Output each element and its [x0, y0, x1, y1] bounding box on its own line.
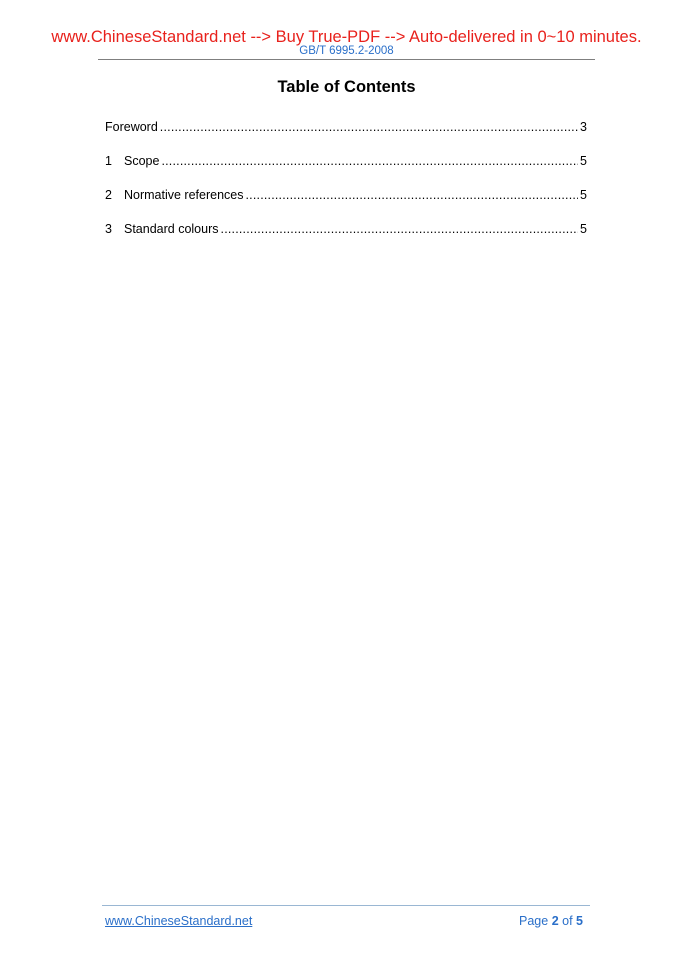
page-label: Page — [519, 914, 549, 928]
toc-entry-label: Foreword — [105, 120, 158, 134]
toc-page-number: 5 — [580, 188, 587, 202]
toc-dot-leader — [221, 220, 579, 238]
page-of-label: of — [562, 914, 573, 928]
page-title: Table of Contents — [277, 78, 416, 96]
toc-section-number: 3 — [105, 222, 112, 236]
toc-entry-scope[interactable] — [105, 152, 587, 186]
footer-divider — [102, 905, 590, 906]
toc-entry-label: Standard colours — [124, 222, 219, 236]
toc-dot-leader — [160, 118, 578, 136]
top-banner[interactable]: www.ChineseStandard.net --> Buy True-PDF --> Auto-delivered in 0~10 minutes. — [51, 28, 642, 46]
toc-entry-label: Scope — [124, 154, 160, 168]
toc-entry-label: Normative references — [124, 188, 244, 202]
toc-entry-normative-references[interactable] — [105, 186, 587, 220]
footer-website-link[interactable]: www.ChineseStandard.net — [105, 914, 253, 928]
total-page-number: 5 — [576, 914, 583, 928]
table-of-contents — [105, 118, 587, 254]
header-divider — [98, 59, 595, 60]
toc-page-number: 5 — [580, 154, 587, 168]
toc-page-number: 5 — [580, 222, 587, 236]
page-indicator — [519, 913, 583, 929]
toc-section-number: 2 — [105, 188, 112, 202]
toc-dot-leader — [161, 152, 578, 170]
toc-page-number: 3 — [580, 120, 587, 134]
current-page-number: 2 — [551, 914, 559, 928]
toc-dot-leader — [246, 186, 579, 204]
toc-entry-standard-colours[interactable] — [105, 220, 587, 254]
standard-code: GB/T 6995.2-2008 — [299, 45, 394, 57]
toc-section-number: 1 — [105, 154, 112, 168]
toc-entry-foreword[interactable] — [105, 118, 587, 152]
